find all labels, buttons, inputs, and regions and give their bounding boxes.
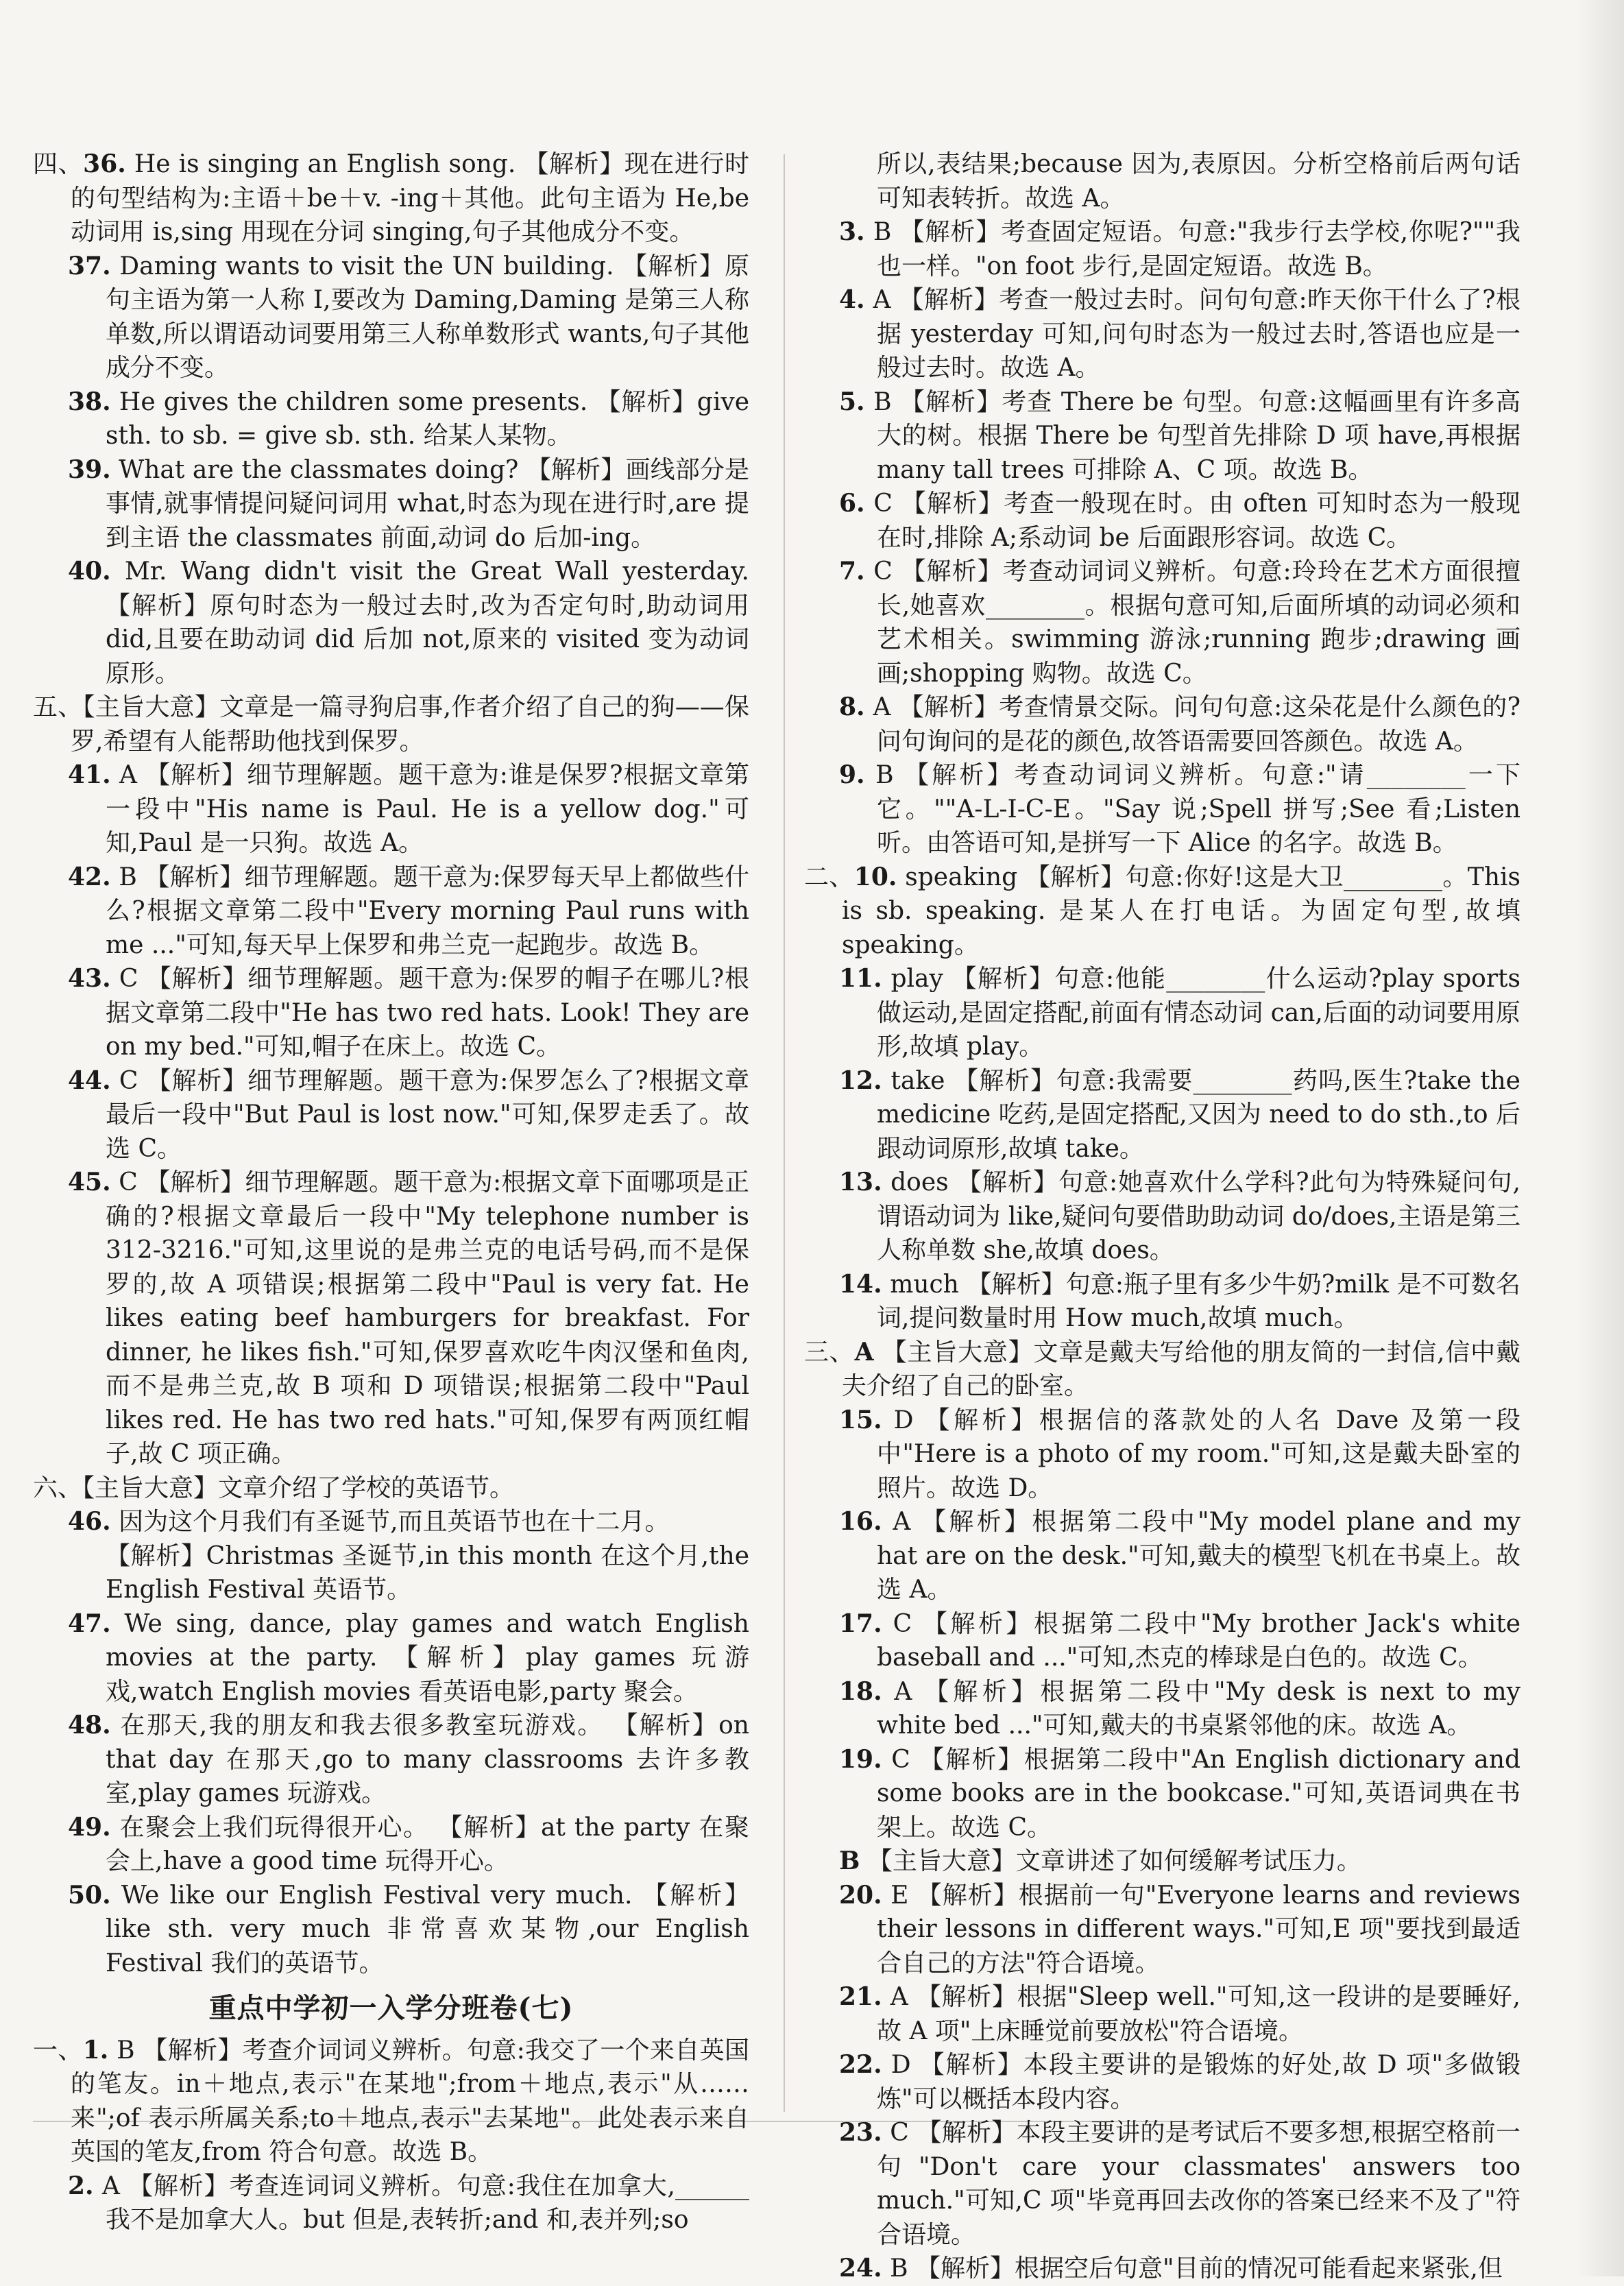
answer-text: Daming wants to visit the UN building. 【解析】原句主语为第一人称 I,要改为 Daming,Daming 是第三人称单数,所以谓语动词要用第三人称单数形式 wants,句子其他成分不变。	[106, 252, 749, 382]
answer-entry	[804, 1879, 1520, 1981]
answer-entry	[804, 1404, 1520, 1506]
question-number: 22.	[839, 2050, 882, 2079]
answer-text: 【主旨大意】文章讲述了如何缓解考试压力。	[867, 1847, 1361, 1875]
question-number: 36.	[83, 149, 126, 178]
answer-entry	[33, 385, 749, 453]
answer-entry	[804, 215, 1520, 283]
question-number: 46.	[68, 1507, 111, 1536]
answer-entry	[33, 2034, 749, 2169]
answer-text: B 【解析】考查动词词义辨析。句意:"请________一下它。""A-L-I-C-E。"Say 说;Spell 拼写;See 看;Listen 听。由答语可知,是拼写一下 Alice 的名字。故选 B。	[875, 761, 1520, 857]
question-number: 8.	[839, 693, 865, 721]
answer-entry	[33, 1166, 749, 1471]
answer-entry	[33, 1471, 749, 1506]
answer-text: E 【解析】根据前一句"Everyone learns and reviews their lessons in different ways."可知,E 项"要找到最适合自己的方法"符合语境。	[877, 1881, 1520, 1977]
answer-text: C 【解析】细节理解题。题干意为:保罗的帽子在哪儿?根据文章第二段中"He has two red hats. Look! They are on my bed."可知,帽子在床上。故选 C。	[106, 965, 749, 1061]
answer-text: 【主旨大意】文章是一篇寻狗启事,作者介绍了自己的狗——保罗,希望有人能帮助他找到保罗。	[71, 693, 749, 756]
answer-entry	[33, 2169, 749, 2237]
question-number: 21.	[839, 1982, 882, 2011]
question-number: 3.	[839, 217, 865, 246]
answer-entry	[804, 1607, 1520, 1675]
section-number: 六、	[33, 1473, 83, 1502]
section-number: 四、	[33, 150, 84, 178]
answer-entry	[804, 1268, 1520, 1336]
answer-text: B 【解析】考查固定短语。句意:"我步行去学校,你呢?""我也一样。"on foot 步行,是固定短语。故选 B。	[873, 218, 1520, 280]
question-number: 47.	[68, 1609, 111, 1638]
answer-entry	[33, 1709, 749, 1811]
answer-text: D 【解析】根据信的落款处的人名 Dave 及第一段中"Here is a photo of my room."可知,这是戴夫卧室的照片。故选 D。	[877, 1406, 1520, 1502]
answer-entry	[804, 487, 1520, 555]
answer-text: C 【解析】考查一般现在时。由 often 可知时态为一般现在时,排除 A;系动词 be 后面跟形容词。故选 C。	[873, 490, 1520, 552]
answer-entry	[804, 758, 1520, 861]
answer-text: 在那天,我的朋友和我去很多教室玩游戏。 【解析】on that day 在那天,go to many classrooms 去许多教室,play games 玩游戏。	[106, 1711, 749, 1807]
left-entry-list	[33, 147, 749, 1980]
answer-entry	[804, 2116, 1520, 2252]
question-number: 42.	[68, 862, 111, 891]
section-number: 二、	[804, 863, 854, 891]
question-number: 16.	[839, 1507, 882, 1536]
question-number: 43.	[68, 964, 111, 993]
answer-entry	[33, 861, 749, 963]
answer-entry	[33, 1879, 749, 1981]
question-number: 1.	[82, 2035, 109, 2065]
answer-entry	[804, 385, 1520, 488]
question-number: 15.	[839, 1405, 882, 1434]
answer-entry	[804, 1743, 1520, 1845]
answer-entry	[804, 1166, 1520, 1268]
answer-entry	[804, 690, 1520, 758]
question-number: 41.	[68, 760, 111, 789]
column-divider	[784, 154, 785, 2112]
question-number: 2.	[68, 2171, 94, 2200]
answer-text: C 【解析】细节理解题。题干意为:根据文章下面哪项是正确的?根据文章最后一段中"My telephone number is 312-3216."可知,这里说的是弗兰克的电话号码,而不是保罗的,故 A 项错误;根据第二段中"Paul is very fat. He likes eating beef hamburgers for breakfast. For dinner, he likes fish."可知,保罗喜欢吃牛肉汉堡和鱼肉,而不是弗兰克,故 B 项和 D 项错误;根据第二段中"Paul likes red. He has two red hats."可知,保罗有两顶红帽子,故 C 项正确。	[106, 1168, 749, 1468]
answer-entry	[804, 555, 1520, 690]
answer-text: 在聚会上我们玩得很开心。 【解析】at the party 在聚会上,have a good time 玩得开心。	[106, 1813, 749, 1875]
answer-text: He is singing an English song. 【解析】现在进行时的句型结构为:主语＋be＋v. -ing＋其他。此句主语为 He,be 动词用 is,sing 用现在分词 singing,句子其他成分不变。	[71, 150, 749, 246]
question-number: 37.	[68, 251, 111, 280]
section-number: 一、	[33, 2036, 83, 2065]
question-number: 50.	[68, 1880, 111, 1910]
answer-text: C 【解析】考查动词词义辨析。句意:玲玲在艺术方面很擅长,她喜欢________。根据句意可知,后面所填的动词必须和艺术相关。swimming 游泳;running 跑步;drawing 画画;shopping 购物。故选 C。	[873, 557, 1520, 688]
question-number: 20.	[839, 1880, 882, 1910]
answer-text: A 【解析】考查连词词义辨析。句意:我住在加拿大,______我不是加拿大人。but 但是,表转折;and 和,表并列;so	[101, 2171, 749, 2234]
question-number: 49.	[68, 1812, 111, 1842]
answer-text: A 【解析】根据第二段中"My model plane and my hat are on the desk."可知,戴夫的模型飞机在书桌上。故选 A。	[877, 1508, 1520, 1604]
answer-text: He gives the children some presents. 【解析】give sth. to sb. = give sb. sth. 给某人某物。	[106, 387, 749, 450]
question-number: 40.	[68, 557, 111, 586]
question-number: 4.	[839, 285, 865, 314]
question-number: 5.	[839, 387, 865, 416]
answer-entry	[33, 1811, 749, 1879]
answer-text: A 【解析】根据第二段中"My desk is next to my white bed ..."可知,戴夫的书桌紧邻他的床。故选 A。	[877, 1677, 1520, 1740]
answer-entry	[33, 1505, 749, 1539]
answer-entry	[804, 1844, 1520, 1879]
answer-entry	[804, 147, 1520, 215]
answer-entry	[33, 962, 749, 1064]
answer-text: 所以,表结果;because 因为,表原因。分析空格前后两句话可知表转折。故选 A。	[877, 150, 1520, 213]
answer-entry	[33, 690, 749, 758]
section-title: 重点中学初一入学分班卷(七)	[208, 1992, 574, 2024]
question-number: 38.	[68, 387, 111, 416]
question-number: 7.	[839, 557, 865, 586]
question-number: 6.	[839, 489, 865, 518]
answer-entry	[33, 1539, 749, 1607]
answer-entry	[804, 2048, 1520, 2116]
answer-text: C 【解析】本段主要讲的是考试后不要多想,根据空格前一句"Don't care your classmates' answers too much."可知,C 项"毕竟再回去改你的答案已经来不及了"符合语境。	[877, 2119, 1520, 2249]
answer-text: does 【解析】句意:她喜欢什么学科?此句为特殊疑问句,谓语动词为 like,疑问句要借助助动词 do/does,主语是第三人称单数 she,故填 does。	[877, 1168, 1520, 1264]
answer-entry	[804, 1675, 1520, 1743]
answer-text: A 【解析】细节理解题。题干意为:谁是保罗?根据文章第一段中"His name is Paul. He is a yellow dog."可知,Paul 是一只狗。故选 A。	[106, 761, 750, 857]
answer-entry	[804, 962, 1520, 1064]
answer-text: B 【解析】根据空后句意"目前的情况可能看起来紧张,但	[890, 2254, 1503, 2283]
answer-text: A 【解析】根据"Sleep well."可知,这一段讲的是要睡好,故 A 项"上床睡觉前要放松"符合语境。	[877, 1983, 1520, 2045]
answer-entry	[804, 1505, 1520, 1607]
answer-text: C 【解析】细节理解题。题干意为:保罗怎么了?根据文章最后一段中"But Paul is lost now."可知,保罗走丢了。故选 C。	[106, 1066, 749, 1163]
answer-entry	[33, 250, 749, 385]
question-number: 10.	[853, 862, 897, 891]
right-column	[804, 147, 1520, 2286]
question-number: 24.	[839, 2254, 882, 2283]
question-number: 12.	[839, 1066, 882, 1095]
question-number: 44.	[68, 1066, 111, 1095]
answer-entry	[804, 861, 1520, 963]
section-number: 三、	[804, 1338, 855, 1367]
answer-entry	[804, 1336, 1520, 1404]
question-number: 18.	[839, 1676, 882, 1706]
answer-text: take 【解析】句意:我需要________药吗,医生?take the medicine 吃药,是固定搭配,又因为 need to do sth.,to 后跟动词原形,故填 take。	[877, 1066, 1520, 1163]
section-number: 五、	[33, 693, 83, 721]
answer-entry	[804, 2252, 1520, 2286]
question-number: 11.	[839, 964, 882, 993]
right-entry-list	[804, 147, 1520, 2286]
answer-text: B 【解析】考查 There be 句型。句意:这幅画里有许多高大的树。根据 There be 句型首先排除 D 项 have,再根据 many tall trees 可排除 A、C 项。故选 B。	[873, 387, 1520, 484]
answer-text: Mr. Wang didn't visit the Great Wall yesterday. 【解析】原句时态为一般过去时,改为否定句时,助动词用 did,且要在助动词 did 后加 not,原来的 visited 变为动词原形。	[106, 557, 749, 688]
answer-text: D 【解析】本段主要讲的是锻炼的好处,故 D 项"多做锻炼"可以概括本段内容。	[877, 2051, 1520, 2113]
answer-entry	[804, 283, 1520, 385]
question-number: 23.	[839, 2118, 882, 2147]
answer-entry	[33, 147, 749, 250]
answer-text: 【主旨大意】文章介绍了学校的英语节。	[82, 1473, 515, 1502]
left-entry-list-after-title	[33, 2034, 749, 2237]
answer-entry	[804, 1980, 1520, 2048]
answer-entry	[33, 1607, 749, 1709]
answer-text: We like our English Festival very much. 【解析】like sth. very much 非常喜欢某物,our English Festival 我们的英语节。	[106, 1881, 749, 1977]
question-number: 9.	[839, 760, 865, 789]
answer-text: C 【解析】根据第二段中"My brother Jack's white baseball and ..."可知,杰克的棒球是白色的。故选 C。	[877, 1609, 1520, 1672]
answer-text: speaking 【解析】句意:你好!这是大卫________。This is sb. speaking. 是某人在打电话。为固定句型,故填 speaking。	[842, 863, 1520, 959]
answer-text: much 【解析】句意:瓶子里有多少牛奶?milk 是不可数名词,提问数量时用 How much,故填 much。	[877, 1270, 1521, 1332]
answer-text: B 【解析】细节理解题。题干意为:保罗每天早上都做些什么?根据文章第二段中"Every morning Paul runs with me ..."可知,每天早上保罗和弗兰克一起跑步。故选 B。	[106, 863, 749, 959]
answer-entry	[33, 453, 749, 555]
left-column	[33, 147, 749, 2237]
question-number: A	[854, 1337, 874, 1367]
question-number: 13.	[839, 1168, 882, 1196]
question-number: 19.	[839, 1744, 882, 1774]
answer-entry	[33, 1064, 749, 1166]
answer-text: 因为这个月我们有圣诞节,而且英语节也在十二月。	[119, 1508, 670, 1536]
answer-entry	[804, 1064, 1520, 1166]
answer-text: A 【解析】考查一般过去时。问句句意:昨天你干什么了?根据 yesterday 可知,问句时态为一般过去时,答语也应是一般过去时。故选 A。	[873, 286, 1521, 382]
answer-text: We sing, dance, play games and watch English movies at the party. 【解析】play games 玩游戏,watch English movies 看英语电影,party 聚会。	[106, 1609, 749, 1706]
question-number: 45.	[68, 1168, 111, 1196]
question-number: 17.	[839, 1609, 882, 1638]
answer-text: 【主旨大意】文章是戴夫写给他的朋友简的一封信,信中戴夫介绍了自己的卧室。	[842, 1338, 1520, 1400]
answer-text: B 【解析】考查介词词义辨析。句意:我交了一个来自英国的笔友。in＋地点,表示"在某地";from＋地点,表示"从……来";of 表示所属关系;to＋地点,表示"去某地"。此处表示来自英国的笔友,from 符合句意。故选 B。	[71, 2036, 749, 2166]
page-edge-shadow	[1576, 0, 1624, 2276]
question-number: B	[839, 1846, 860, 1875]
answer-text: A 【解析】考查情景交际。问句句意:这朵花是什么颜色的?问句询问的是花的颜色,故答语需要回答颜色。故选 A。	[873, 693, 1521, 756]
answer-text: C 【解析】根据第二段中"An English dictionary and some books are in the bookcase."可知,英语词典在书架上。故选 C。	[877, 1745, 1520, 1842]
question-number: 39.	[68, 455, 111, 484]
answer-text: 【解析】Christmas 圣诞节,in this month 在这个月,the English Festival 英语节。	[106, 1541, 749, 1604]
question-number: 14.	[839, 1269, 882, 1299]
question-number: 48.	[68, 1711, 111, 1740]
answer-entry	[33, 758, 749, 861]
answer-text: What are the classmates doing? 【解析】画线部分是事情,就事情提问疑问词用 what,时态为现在进行时,are 提到主语 the classmates 前面,动词 do 后加-ing。	[106, 455, 749, 552]
answer-entry	[33, 555, 749, 690]
answer-text: play 【解析】句意:他能________什么运动?play sports 做运动,是固定搭配,前面有情态动词 can,后面的动词要用原形,故填 play。	[877, 965, 1520, 1061]
